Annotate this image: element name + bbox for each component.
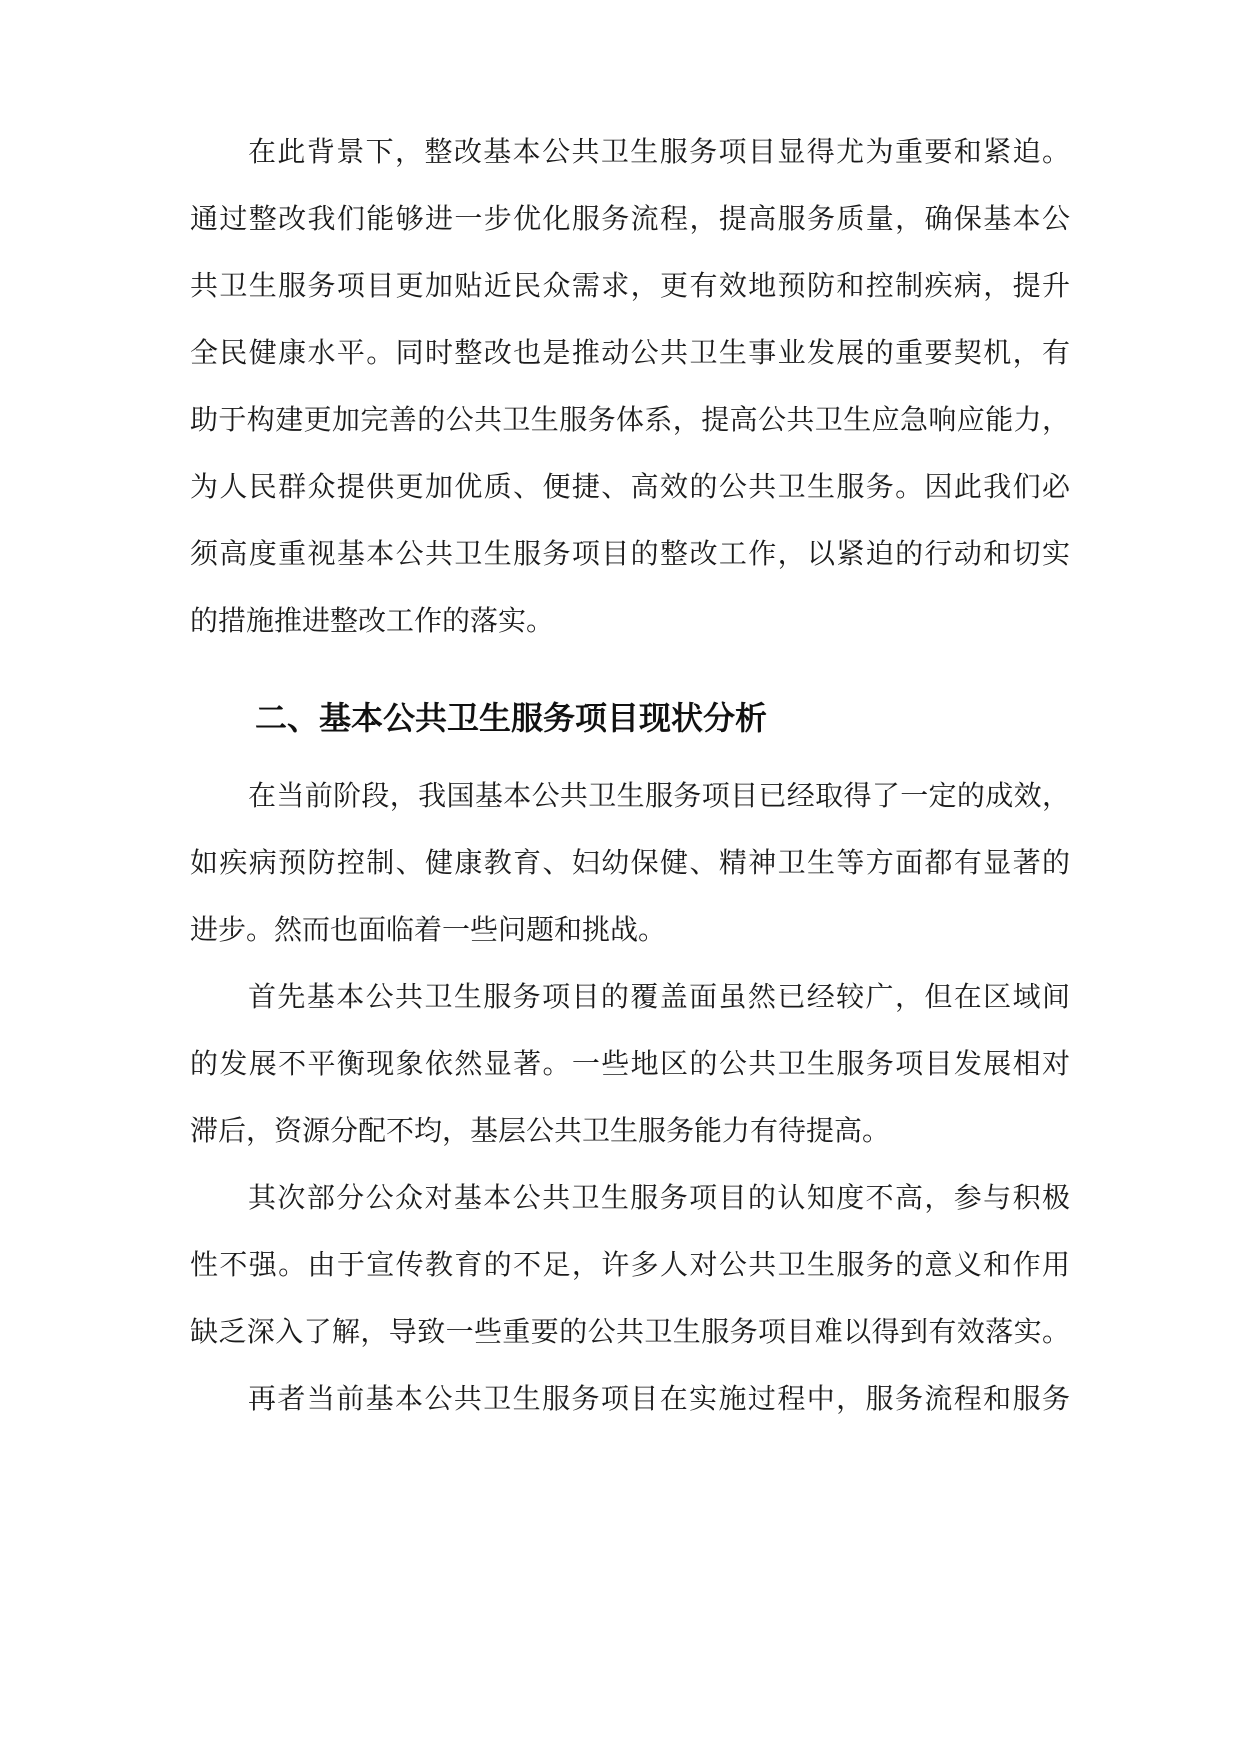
paragraph-3-line-3: 滞后，资源分配不均，基层公共卫生服务能力有待提高。: [190, 1114, 891, 1147]
paragraph-4-line-2: 性不强。由于宣传教育的不足，许多人对公共卫生服务的意义和作用: [190, 1248, 1070, 1281]
paragraph-3-line-1: 首先基本公共卫生服务项目的覆盖面虽然已经较广，但在区域间: [248, 980, 1070, 1013]
paragraph-1-line-2: 通过整改我们能够进一步优化服务流程，提高服务质量，确保基本公: [190, 202, 1070, 235]
paragraph-1-line-3: 共卫生服务项目更加贴近民众需求，更有效地预防和控制疾病，提升: [190, 269, 1070, 302]
paragraph-1-line-5: 助于构建更加完善的公共卫生服务体系，提高公共卫生应急响应能力，: [190, 403, 1070, 436]
paragraph-1-line-6: 为人民群众提供更加优质、便捷、高效的公共卫生服务。因此我们必: [190, 470, 1070, 503]
paragraph-1-line-1: 在此背景下，整改基本公共卫生服务项目显得尤为重要和紧迫。: [248, 135, 1070, 168]
paragraph-2-line-2: 如疾病预防控制、健康教育、妇幼保健、精神卫生等方面都有显著的: [190, 846, 1070, 879]
paragraph-5-line-1: 再者当前基本公共卫生服务项目在实施过程中，服务流程和服务: [248, 1382, 1070, 1415]
paragraph-1-line-8: 的措施推进整改工作的落实。: [190, 604, 555, 637]
paragraph-2-line-3: 进步。然而也面临着一些问题和挑战。: [190, 913, 667, 946]
paragraph-1-line-7: 须高度重视基本公共卫生服务项目的整改工作，以紧迫的行动和切实: [190, 537, 1070, 570]
paragraph-3-line-2: 的发展不平衡现象依然显著。一些地区的公共卫生服务项目发展相对: [190, 1047, 1070, 1080]
paragraph-4-line-3: 缺乏深入了解，导致一些重要的公共卫生服务项目难以得到有效落实。: [190, 1315, 1070, 1348]
section-heading: 二、基本公共卫生服务项目现状分析: [255, 699, 768, 737]
paragraph-4-line-1: 其次部分公众对基本公共卫生服务项目的认知度不高，参与积极: [248, 1181, 1070, 1214]
paragraph-1-line-4: 全民健康水平。同时整改也是推动公共卫生事业发展的重要契机，有: [190, 336, 1070, 369]
paragraph-2-line-1: 在当前阶段，我国基本公共卫生服务项目已经取得了一定的成效，: [248, 779, 1070, 812]
